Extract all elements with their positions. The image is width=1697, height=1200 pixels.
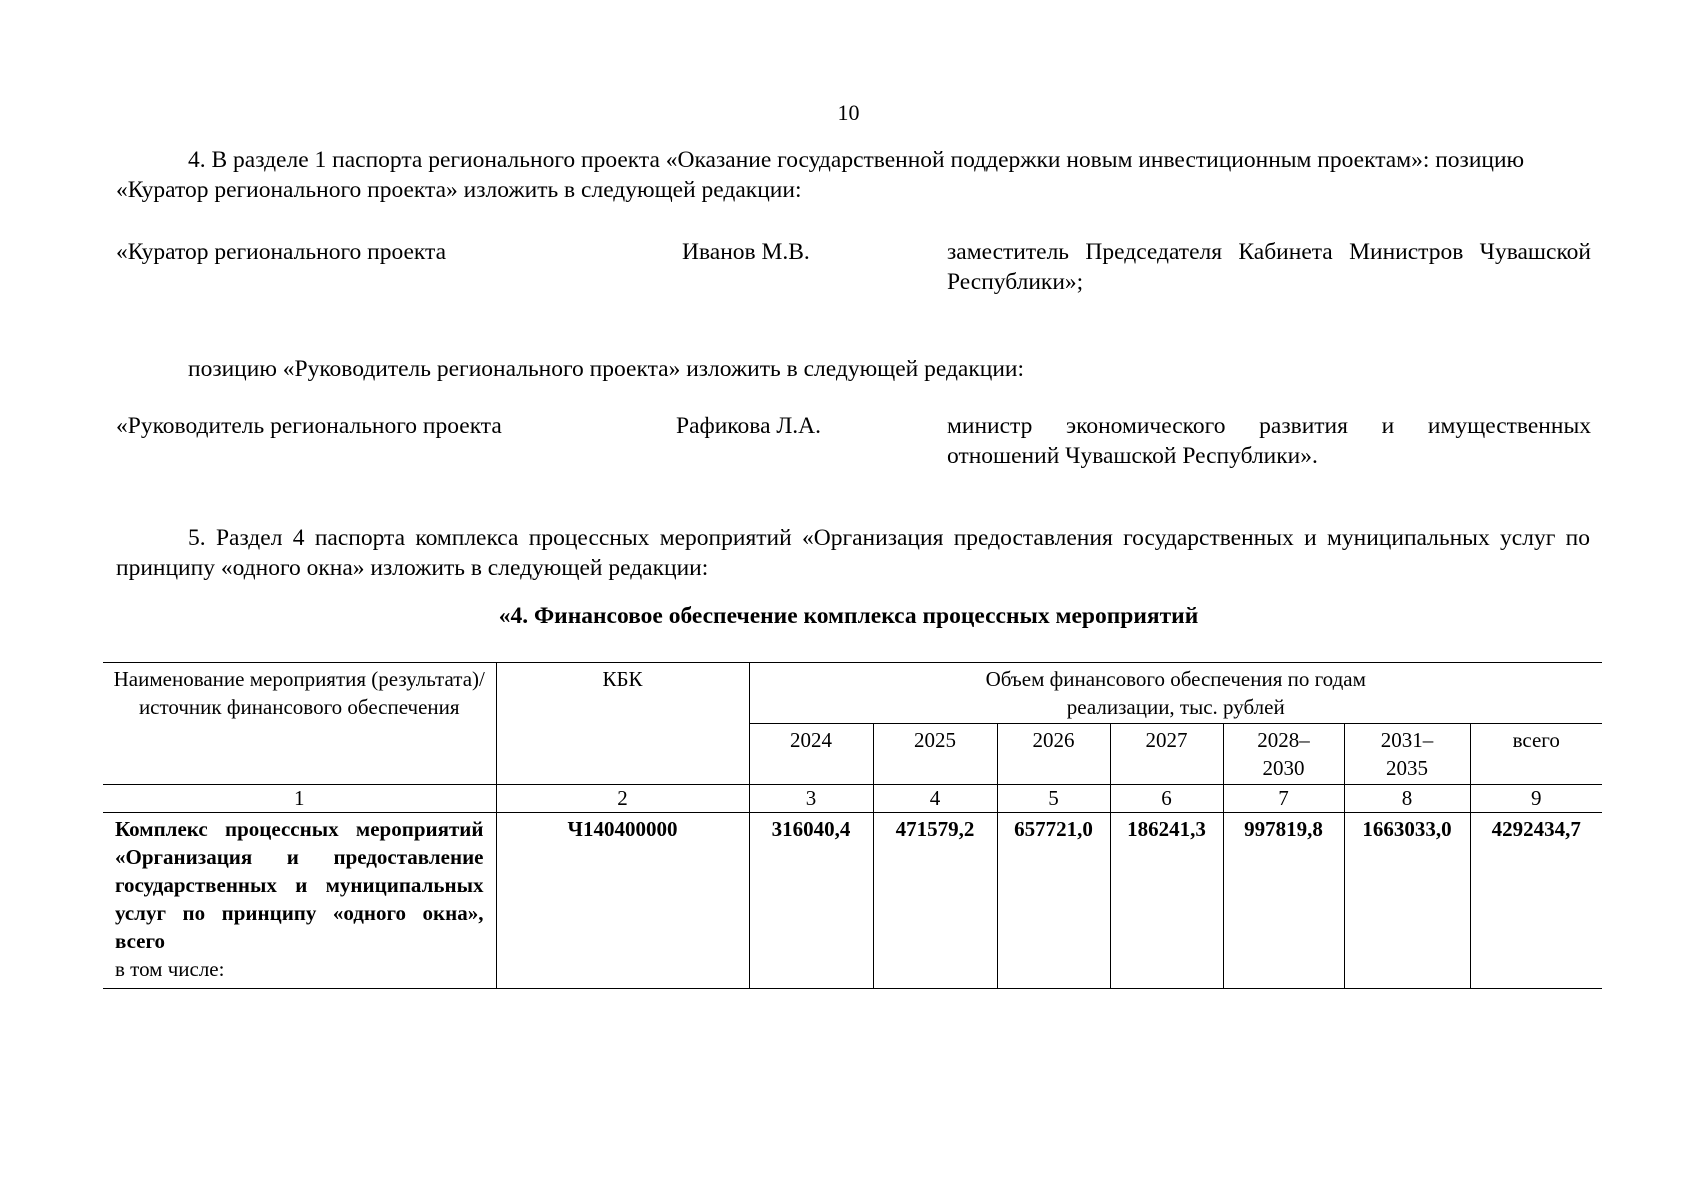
row-name: Комплекс процессных мероприятий «Организация и предоставление государственных и муниципальных услуг по принципу «одного окна», всего [115,817,484,953]
column-number: 5 [997,785,1110,813]
column-number: 4 [873,785,997,813]
curator-name: Иванов М.В. [682,239,810,265]
row-name-cell [103,813,496,989]
row-value: 997819,8 [1223,813,1344,989]
head-description: министр экономического развития и имущественных отношений Чувашской Республики». [947,413,1591,469]
column-number: 8 [1344,785,1470,813]
page-number: 10 [837,100,860,125]
row-value: 471579,2 [873,813,997,989]
row-value: 186241,3 [1110,813,1223,989]
column-number: 6 [1110,785,1223,813]
head-name: Рафикова Л.А. [676,413,822,439]
row-value: 316040,4 [749,813,873,989]
head-role: «Руководитель регионального проекта [116,413,502,439]
column-number: 7 [1223,785,1344,813]
column-number: 3 [749,785,873,813]
header-year: 2027 [1110,724,1223,785]
column-number: 2 [496,785,749,813]
row-value: 1663033,0 [1344,813,1470,989]
header-year: 2026 [997,724,1110,785]
column-number: 1 [103,785,496,813]
header-year: 2031–2035 [1344,724,1470,785]
curator-role: «Куратор регионального проекта [116,239,447,265]
table-row [103,813,1602,989]
financing-table [103,662,1602,989]
header-year: 2024 [749,724,873,785]
header-kbk-column: КБК [496,663,749,785]
item4-intro: 4. В разделе 1 паспорта регионального проекта «Оказание государственной поддержки новым инвестиционным проектам»: позицию «Куратор регионального проекта» изложить в следующей редакции: [116,147,1525,203]
row-kbk: Ч140400000 [496,813,749,989]
header-year: 2025 [873,724,997,785]
item5-intro: 5. Раздел 4 паспорта комплекса процессных мероприятий «Организация предоставления государственных и муниципальных услуг по принципу «одного окна» изложить в следующей редакции: [116,525,1590,581]
header-name-column: Наименование мероприятия (результата)/источник финансового обеспечения [103,663,496,785]
header-year: 2028–2030 [1223,724,1344,785]
header-total: всего [1470,724,1602,785]
row-value: 657721,0 [997,813,1110,989]
row-sub-label: в том числе: [115,957,225,981]
column-number: 9 [1470,785,1602,813]
head-intro: позицию «Руководитель регионального проекта» изложить в следующей редакции: [188,356,1025,382]
curator-description: заместитель Председателя Кабинета Министров Чувашской Республики»; [947,239,1591,295]
header-volume: Объем финансового обеспечения по годам реализации, тыс. рублей [749,663,1602,724]
section-heading: «4. Финансовое обеспечение комплекса процессных мероприятий [498,603,1199,629]
row-value-total: 4292434,7 [1470,813,1602,989]
